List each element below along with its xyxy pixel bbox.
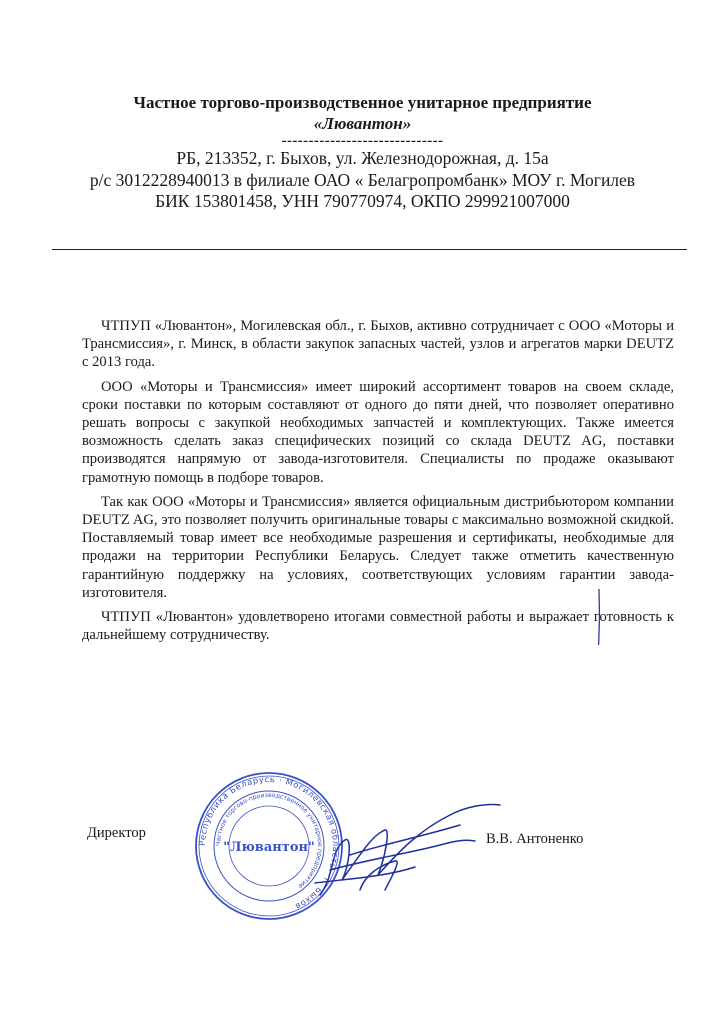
handwritten-signature bbox=[290, 795, 510, 910]
organization-name: Частное торгово-производственное унитарное предприятие bbox=[133, 93, 592, 112]
organization-address: РБ, 213352, г. Быхов, ул. Железнодорожная, д. 15а bbox=[176, 148, 549, 168]
letterhead bbox=[40, 92, 685, 213]
paragraph-3: Так как ООО «Моторы и Трансмиссия» является официальным дистрибьютором компании DEUTZ AG, это позволяет получить оригинальные товары с максимально возможной скидкой. Поставляемый товар имеет все необходимые разрешения и сертификаты, необходимые для продажи на территории Республики Беларусь. Следует также отметить качественную гарантийную поддержку на условиях, соответствующих условиям гарантии завода-изготовителя. bbox=[82, 493, 674, 601]
margin-pen-mark bbox=[596, 588, 602, 646]
letterhead-separator: ------------------------------ bbox=[281, 133, 444, 149]
organization-brand: «Лювантон» bbox=[313, 114, 412, 133]
letterhead-divider bbox=[52, 249, 687, 250]
seal-outer-ring-text: Республика Беларусь · Могилевская область · г. Быхов bbox=[196, 773, 342, 913]
paragraph-1: ЧТПУП «Лювантон», Могилевская обл., г. Быхов, активно сотрудничает с ООО «Моторы и Трансмиссия», г. Минск, в области закупок запасных частей, узлов и агрегатов марки DEUTZ с 2013 года. bbox=[82, 318, 674, 371]
signatory-title: Директор bbox=[87, 825, 146, 841]
seal-center-text: "Лювантон" bbox=[223, 840, 315, 855]
seal-inner-ring-text: Частное торгово-производственное унитарное предприятие bbox=[214, 791, 324, 890]
letter-body bbox=[82, 317, 674, 644]
paragraph-4: ЧТПУП «Лювантон» удовлетворено итогами совместной работы и выражает готовность к дальнейшему сотрудничеству. bbox=[82, 609, 674, 644]
signatory-name: В.В. Антоненко bbox=[486, 831, 584, 847]
paragraph-2: ООО «Моторы и Трансмиссия» имеет широкий ассортимент товаров на своем складе, сроки поставки по которым составляют от одного до пяти дней, что позволяет оперативно решать вопросы с закупкой необходимых запчастей и комплектующих. Также имеется возможность сделать заказ специфических позиций со склада DEUTZ AG, поставки производятся напрямую от завода-изготовителя. Специалисты по продаже оказывают грамотную помощь в подборе товаров. bbox=[82, 378, 674, 486]
bank-details: р/с 3012228940013 в филиале ОАО « Белагропромбанк» МОУ г. Могилев bbox=[89, 169, 636, 190]
registration-codes: БИК 153801458, УНН 790770974, ОКПО 299921007000 bbox=[155, 191, 570, 211]
